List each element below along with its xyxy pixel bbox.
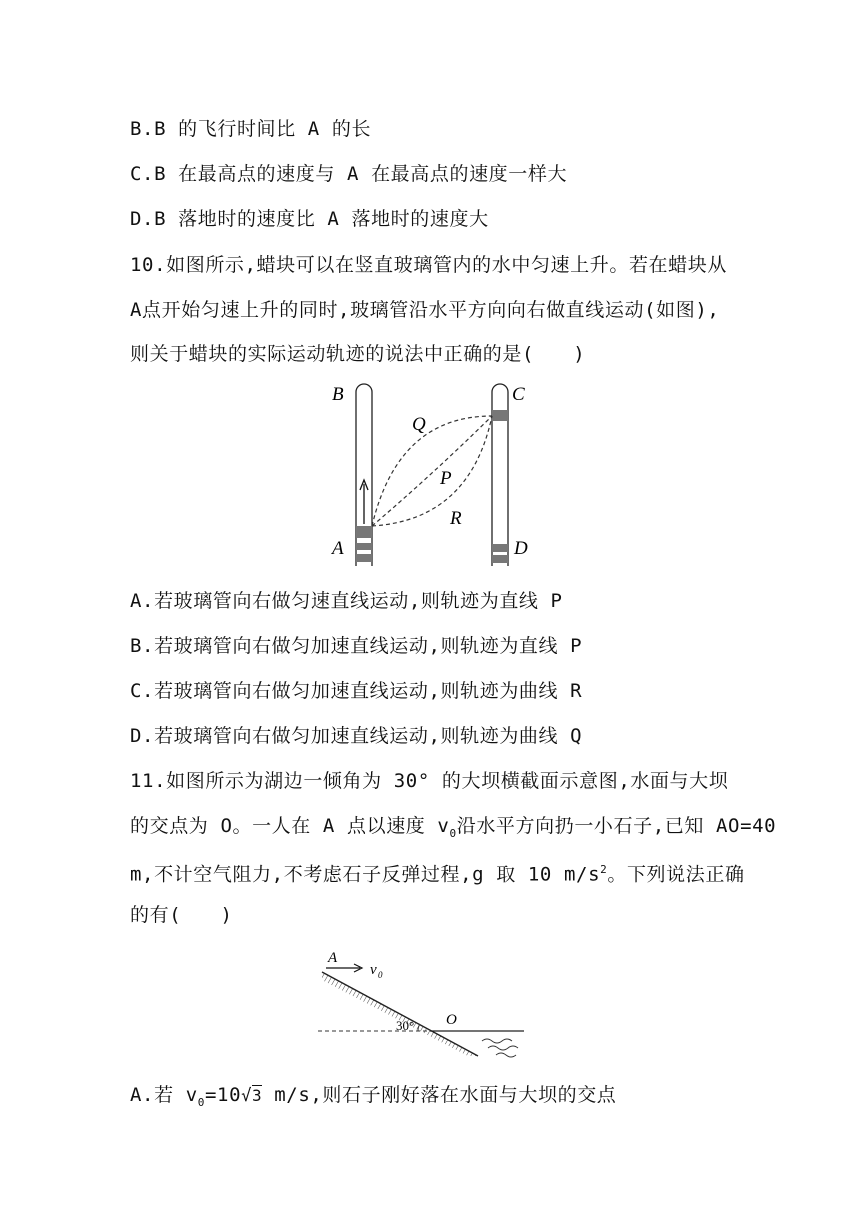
q11-stem-3-sup: 2 xyxy=(600,863,608,876)
wax-block-right xyxy=(492,410,508,421)
trajectory-q xyxy=(372,416,492,526)
tube-left xyxy=(356,384,372,566)
layer-right-1 xyxy=(492,544,508,552)
label-o: O xyxy=(446,1012,457,1028)
label-q: Q xyxy=(412,414,426,435)
q11-stem-2-post: 沿水平方向扔一小石子,已知 AO=40 xyxy=(456,815,777,837)
label-d: D xyxy=(514,538,528,559)
trajectory-r xyxy=(372,416,492,526)
trajectory-p xyxy=(372,416,492,526)
label-a: A xyxy=(328,950,338,966)
q10-option-d: D.若玻璃管向右做匀加速直线运动,则轨迹为曲线 Q xyxy=(130,725,583,747)
q11-a-pre: A.若 v xyxy=(130,1084,198,1106)
q11-stem-line-2 xyxy=(130,813,776,847)
label-v: v xyxy=(370,962,377,978)
q11-a-sqrt: 3 xyxy=(251,1086,263,1105)
layer-right-2 xyxy=(492,555,508,563)
wave-icon-3 xyxy=(496,1053,516,1057)
q11-figure xyxy=(318,944,548,1064)
label-p: P xyxy=(440,468,452,489)
q11-a-mid: =10 xyxy=(205,1084,242,1106)
q11-stem-3-pre: m,不计空气阻力,不考虑石子反弹过程,g 取 10 m/s xyxy=(130,863,601,886)
q9-option-b: B.B 的飞行时间比 A 的长 xyxy=(130,118,372,140)
q11-option-a xyxy=(130,1082,616,1116)
q11-stem-2-sub: 0 xyxy=(449,826,457,840)
q10-option-a: A.若玻璃管向右做匀速直线运动,则轨迹为直线 P xyxy=(130,590,563,612)
q10-option-c: C.若玻璃管向右做匀加速直线运动,则轨迹为曲线 R xyxy=(130,680,583,702)
q10-stem-line-3: 则关于蜡块的实际运动轨迹的说法中正确的是( ) xyxy=(130,343,586,365)
q9-option-c: C.B 在最高点的速度与 A 在最高点的速度一样大 xyxy=(130,163,568,185)
layer-left-1 xyxy=(356,543,372,550)
q11-stem-2-pre: 的交点为 O。一人在 A 点以速度 v xyxy=(130,815,450,837)
q11-stem-3-post: 。下列说法正确 xyxy=(607,863,745,886)
layer-left-2 xyxy=(356,554,372,562)
label-v-sub: 0 xyxy=(378,970,383,980)
q10-stem-line-2: A点开始匀速上升的同时,玻璃管沿水平方向向右做直线运动(如图), xyxy=(130,299,720,321)
q11-a-post: m/s,则石子刚好落在水面与大坝的交点 xyxy=(262,1084,617,1106)
label-c: C xyxy=(512,384,525,405)
q11-stem-line-3 xyxy=(130,857,745,887)
q10-figure xyxy=(320,380,550,575)
label-angle: 30° xyxy=(396,1018,415,1033)
label-a: A xyxy=(332,538,344,559)
wave-icon-2 xyxy=(488,1046,518,1050)
q9-option-d: D.B 落地时的速度比 A 落地时的速度大 xyxy=(130,208,489,230)
q10-stem-line-1: 10.如图所示,蜡块可以在竖直玻璃管内的水中匀速上升。若在蜡块从 xyxy=(130,254,727,276)
q10-option-b: B.若玻璃管向右做匀加速直线运动,则轨迹为直线 P xyxy=(130,635,583,657)
label-r: R xyxy=(450,508,462,529)
sqrt-icon: √ xyxy=(241,1086,252,1106)
q11-a-sub: 0 xyxy=(197,1095,205,1109)
q11-stem-line-4: 的有( ) xyxy=(130,904,233,926)
wax-block-left xyxy=(356,526,372,538)
wave-icon-1 xyxy=(482,1039,512,1043)
label-b: B xyxy=(332,384,344,405)
q11-stem-line-1: 11.如图所示为湖边一倾角为 30° 的大坝横截面示意图,水面与大坝 xyxy=(130,770,729,792)
